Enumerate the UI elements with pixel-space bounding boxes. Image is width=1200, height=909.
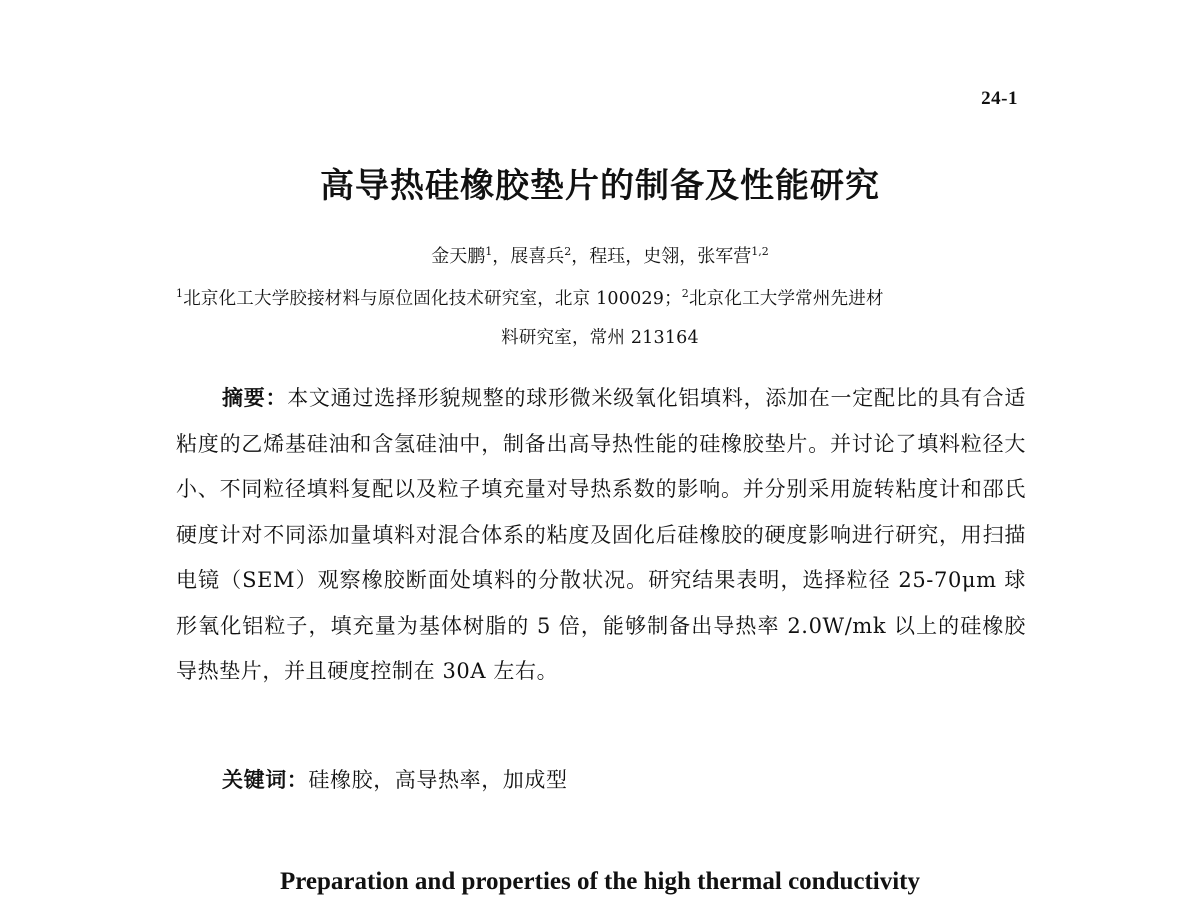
paper-title-english: Preparation and properties of the high thermal conductivity [279, 868, 921, 895]
abstract-text: 本文通过选择形貌规整的球形微米级氧化铝填料，添加在一定配比的具有合适粘度的乙烯基硅油和含氢硅油中，制备出高导热性能的硅橡胶垫片。并讨论了填料粒径大小、不同粒径填料复配以及粒子填充量对导热系数的影响。并分别采用旋转粘度计和邵氏硬度计对不同添加量填料对混合体系的粘度及固化后硅橡胶的硬度影响进行研究，用扫描电镜（SEM）观察橡胶断面处填料的分散状况。研究结果表明，选择粒径 25-70μm 球形氧化铝粒子，填充量为基体树脂的 5 倍，能够制备出导热率 2.0W/mk 以上的硅橡胶导热垫片，并且硬度控制在 30A 左右。 [176, 386, 1026, 683]
affiliation-line-2: 料研究室，常州 213164 [501, 328, 699, 348]
author-list [0, 242, 1200, 268]
affiliation-text: 北京化工大学胶接材料与原位固化技术研究室，北京 100029； [183, 289, 682, 309]
page-number: 24-1 [981, 88, 1018, 109]
affiliation-text: 北京化工大学常州先进材 [688, 289, 884, 309]
author-name: 金天鹏 [431, 246, 486, 267]
affiliation-mark: 1 [176, 287, 184, 301]
author-affiliation-mark: 1,2 [751, 245, 769, 258]
affiliation-mark: 2 [681, 287, 689, 301]
author-names-rest: ，程珏，史翎，张军营 [571, 246, 752, 267]
author-affiliation-mark: 1 [485, 245, 493, 258]
paper-title-chinese: 高导热硅橡胶垫片的制备及性能研究 [320, 166, 880, 206]
author-separator: ， [492, 246, 511, 267]
author-affiliation-mark: 2 [564, 245, 572, 258]
affiliation-line-1 [176, 285, 1026, 310]
keywords-text: 硅橡胶，高导热率，加成型 [308, 768, 568, 792]
abstract [176, 376, 1026, 695]
author-name: 展喜兵 [510, 246, 565, 267]
abstract-label: 摘要： [222, 386, 288, 410]
keywords [222, 764, 568, 794]
keywords-label: 关键词： [222, 768, 309, 792]
